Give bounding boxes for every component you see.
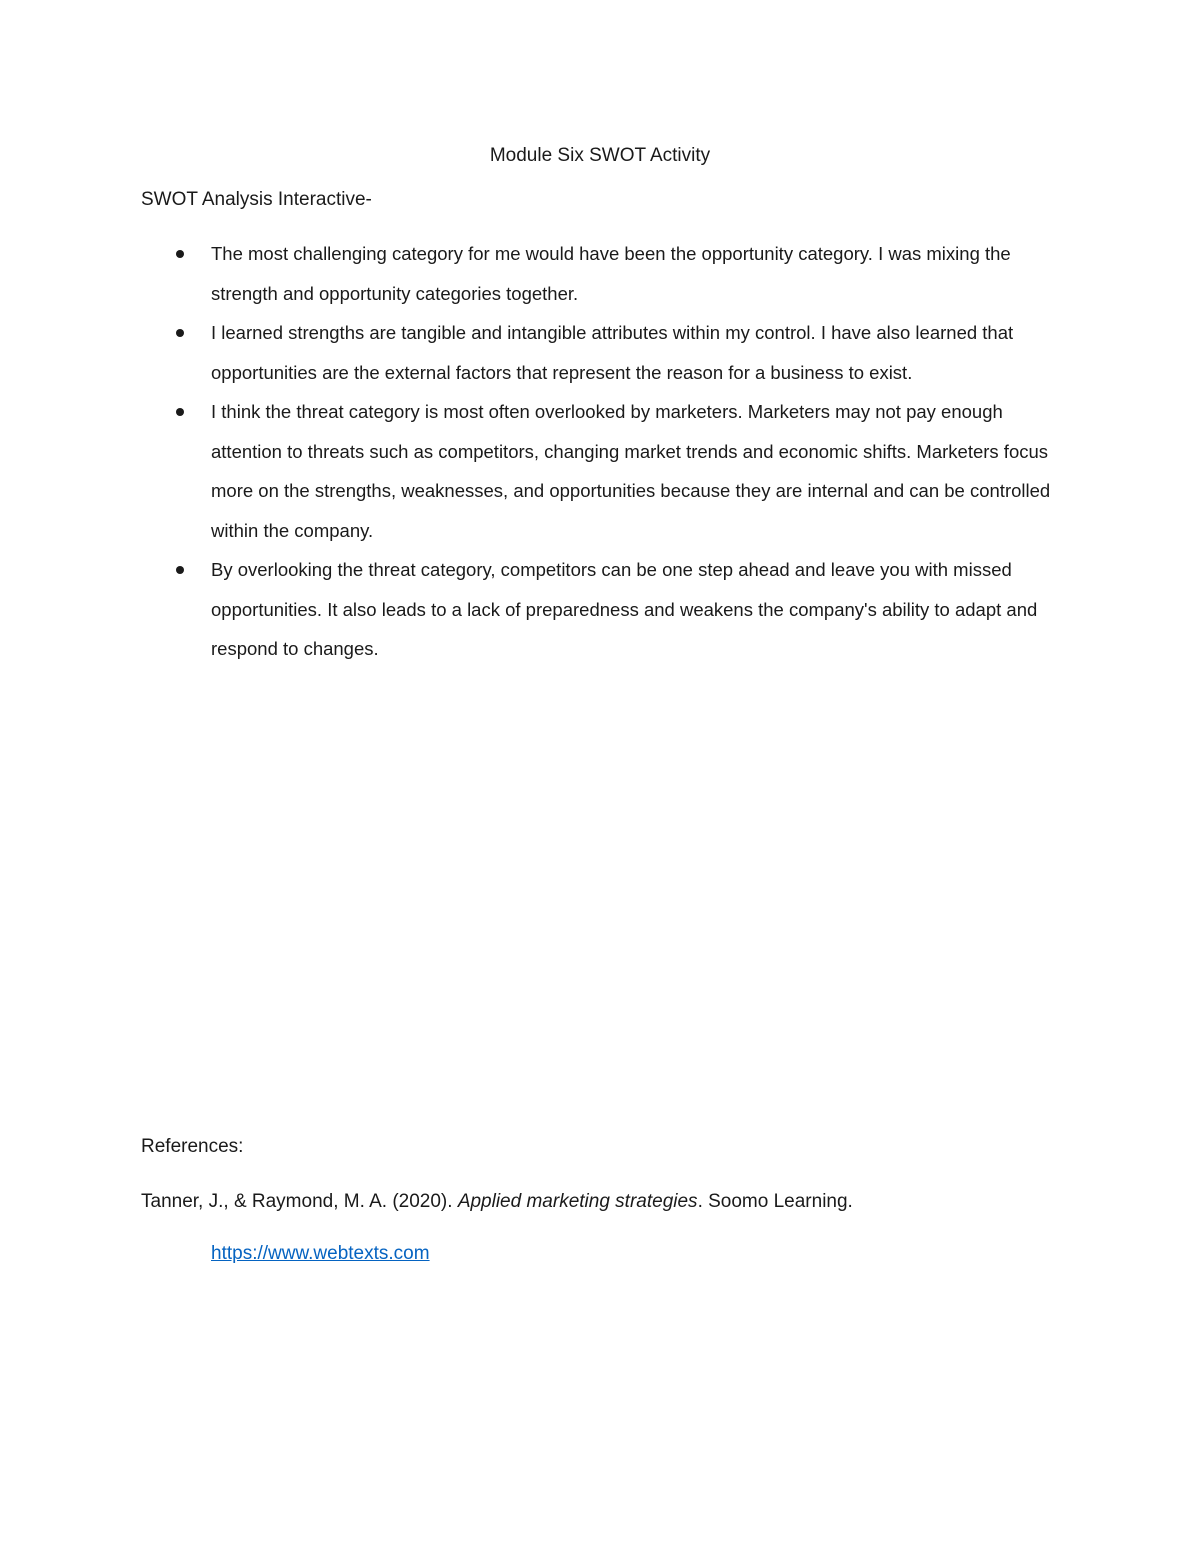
list-item-text: I think the threat category is most often overlooked by marketers. Marketers may not pay enough attention to threats such as competitors, changing market trends and economic shifts. Marketers focus more on the strengths, weaknesses, and opportunities because they are internal and can be controlled within the company. <box>211 401 1051 541</box>
bullet-icon <box>176 408 184 416</box>
bullet-icon <box>176 566 184 574</box>
reference-authors: Tanner, J., & Raymond, M. A. (2020). <box>141 1191 458 1212</box>
list-item-text: The most challenging category for me would have been the opportunity category. I was mixing the strength and opportunity categories together. <box>211 243 1011 304</box>
page-title: Module Six SWOT Activity <box>489 145 711 166</box>
list-item <box>141 234 1061 313</box>
reference-title: Applied marketing strategies <box>457 1191 698 1212</box>
reference-publisher: . Soomo Learning. <box>697 1191 853 1212</box>
list-item <box>141 313 1061 392</box>
list-item <box>141 392 1061 550</box>
bullet-icon <box>176 329 184 337</box>
reference-link[interactable]: https://www.webtexts.com <box>211 1243 430 1264</box>
bullet-list <box>141 234 1061 669</box>
list-item-text: I learned strengths are tangible and intangible attributes within my control. I have also learned that opportunities are the external factors that represent the reason for a business to exist. <box>211 322 1014 383</box>
section-heading: SWOT Analysis Interactive- <box>141 189 372 210</box>
list-item-text: By overlooking the threat category, competitors can be one step ahead and leave you with missed opportunities. It also leads to a lack of preparedness and weakens the company's ability to adapt and respond to changes. <box>211 559 1038 659</box>
references-heading: References: <box>141 1136 244 1157</box>
reference-entry <box>141 1189 853 1215</box>
bullet-icon <box>176 250 184 258</box>
list-item <box>141 550 1061 669</box>
